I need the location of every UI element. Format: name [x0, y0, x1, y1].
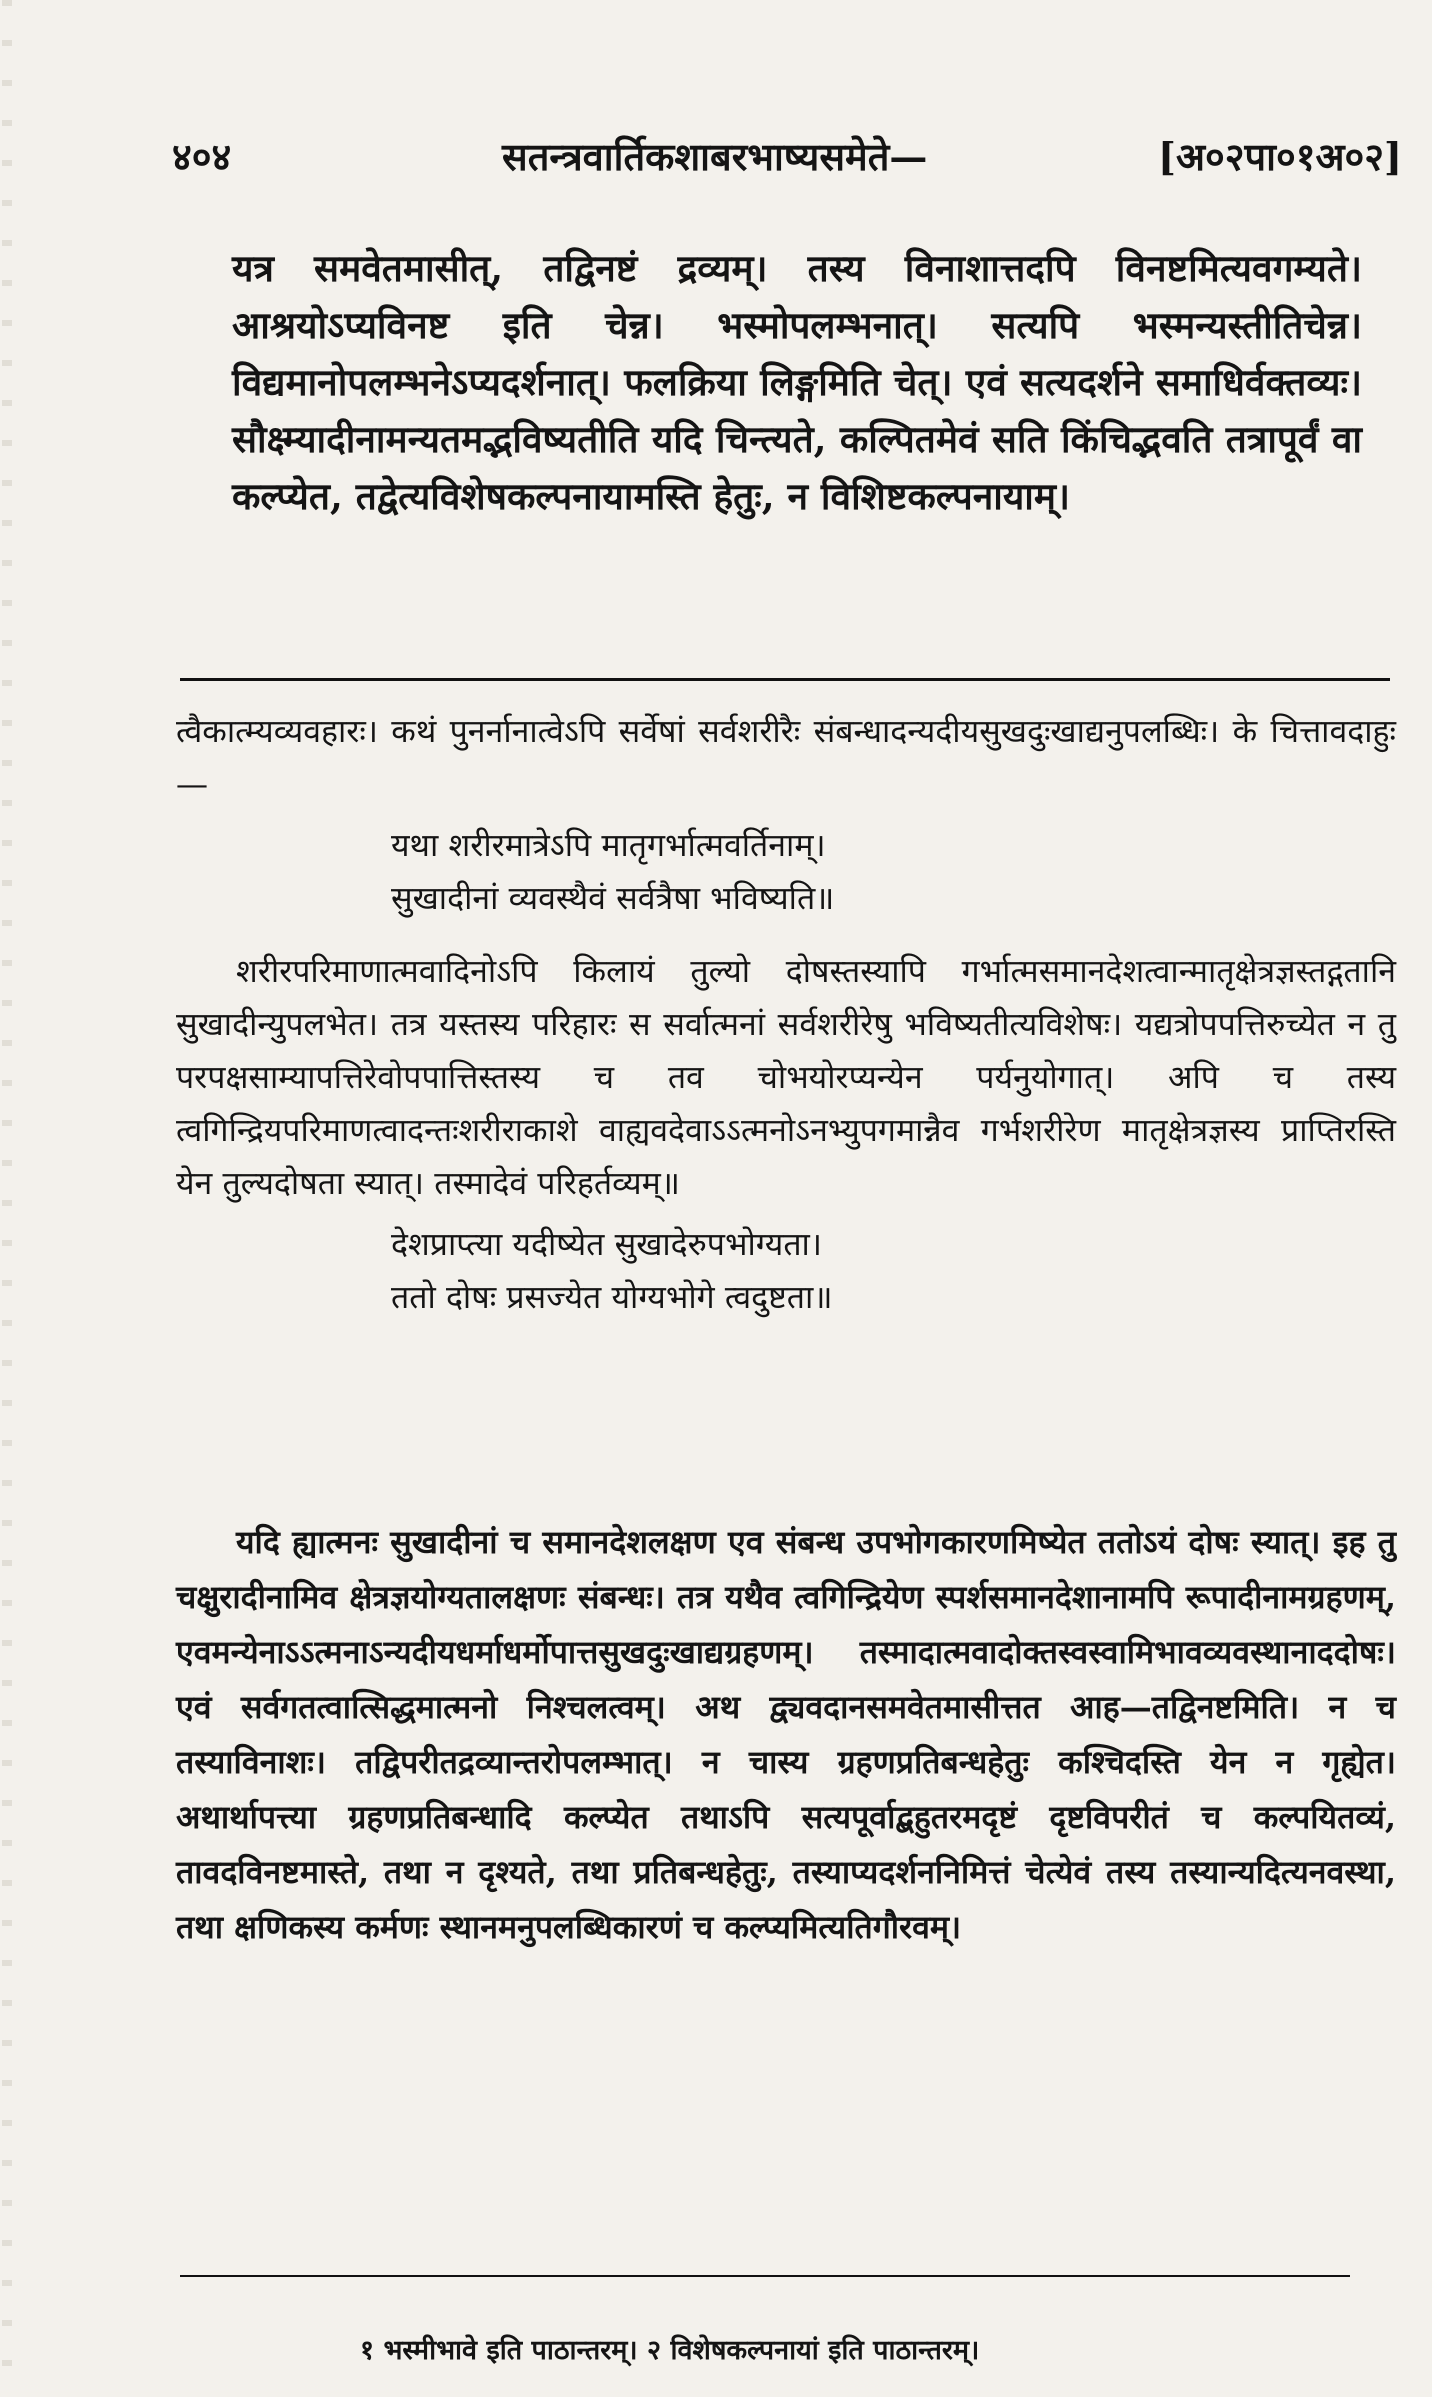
footnote-divider: [180, 2275, 1350, 2277]
running-title: सतन्त्रवार्तिकशाबरभाष्यसमेते—: [502, 134, 928, 179]
vartika-paragraph-1: त्वैकात्म्यव्यवहारः। कथं पुनर्नानात्वेऽपि सर्वेषां सर्वशरीरैः संबन्धादन्यदीयसुखदुःखाद्यनुपलब्धिः। के चित्तावदाहुः—: [176, 712, 1396, 803]
verse-line: यथा शरीरमात्रेऽपि मातृगर्भात्मवर्तिनाम्।: [391, 826, 826, 864]
footnote: १ भस्मीभावे इति पाठान्तरम्। २ विशेषकल्पनायां इति पाठान्तरम्।: [360, 2335, 980, 2366]
vartika-paragraph-2: शरीरपरिमाणात्मवादिनोऽपि किलायं तुल्यो दोषस्तस्यापि गर्भात्मसमानदेशत्वान्मातृक्षेत्रज्ञस्तद्गतानि सुखादीन्युपलभेत। तत्र यस्तस्य परिहारः स सर्वात्मनां सर्वशरीरेषु भविष्यतीत्यविशेषः। यद्यत्रोपपत्तिरुच्येत न तु परपक्षसाम्यापत्तिरेवोपपात्तिस्तस्य च तव चोभयोरप्यन्येन पर्यनुयोगात्। अपि च तस्य त्वगिन्द्रियपरिमाणत्वादन्तःशरीराकाशे वाह्यवदेवाऽऽत्मनोऽनभ्युपगमान्नैव गर्भशरीरेण मातृक्षेत्रज्ञस्य प्राप्तिरस्ति येन तुल्यदोषता स्यात्। तस्मादेवं परिहर्तव्यम्॥: [176, 952, 1396, 1202]
vartika-commentary: [176, 705, 1396, 1344]
running-header: [172, 130, 1402, 190]
verse-block-1: [391, 819, 1396, 925]
vartika-paragraph-3: यदि ह्यात्मनः सुखादीनां च समानदेशलक्षण एव संबन्ध उपभोगकारणमिष्येत ततोऽयं दोषः स्यात्। इह तु चक्षुरादीनामिव क्षेत्रज्ञयोग्यतालक्षणः संबन्धः। तत्र यथैव त्वगिन्द्रियेण स्पर्शसमानदेशानामपि रूपादीनामग्रहणम्, एवमन्येनाऽऽत्मनाऽन्यदीयधर्माधर्मोपात्तसुखदुःखाद्यग्रहणम्। तस्मादात्मवादोक्तस्वस्वामिभावव्यवस्थानाददोषः। एवं सर्वगतत्वात्सिद्धमात्मनो निश्चलत्वम्। अथ द्व्यवदानसमवेतमासीत्तत आह—तद्विनष्टमिति। न च तस्याविनाशः। तद्विपरीतद्रव्यान्तरोपलम्भात्। न चास्य ग्रहणप्रतिबन्धहेतुः कश्चिदस्ति येन न गृह्येत। अथार्थापत्त्या ग्रहणप्रतिबन्धादि कल्प्येत तथाऽपि सत्यपूर्वाद्बहुतरमदृष्टं दृष्टविपरीतं च कल्पयितव्यं, तावदविनष्टमास्ते, तथा न दृश्यते, तथा प्रतिबन्धहेतुः, तस्याप्यदर्शननिमित्तं चेत्येवं तस्य तस्यान्यदित्यनवस्था, तथा क्षणिकस्य कर्मणः स्थानमनुपलब्धिकारणं च कल्प्यमित्यतिगौरवम्।: [176, 1523, 1396, 1946]
verse-block-2: [391, 1218, 1396, 1324]
bhashya-text-block: यत्र समवेतमासीत्, तद्विनष्टं द्रव्यम्। तस्य विनाशात्तदपि विनष्टमित्यवगम्यते। आश्रयोऽप्यविनष्ट इति चेन्न। भस्मोपलम्भनात्। सत्यपि भस्मन्यस्तीतिचेन्न। विद्यमानोपलम्भनेऽप्यदर्शनात्। फलक्रिया लिङ्गमिति चेत्। एवं सत्यदर्शने समाधिर्वक्तव्यः। सौक्ष्म्यादीनामन्यतमद्भविष्यतीति यदि चिन्त्यते, कल्पितमेवं सति किंचिद्भवति तत्रापूर्वं वा कल्प्येत, तद्वेत्यविशेषकल्पनायामस्ति हेतुः, न विशिष्टकल्पनायाम्।: [232, 246, 1362, 518]
vartika-commentary-continued: [176, 1515, 1396, 1955]
page-number: ४०४: [172, 134, 232, 179]
verse-line: सुखादीनां व्यवस्थैवं सर्वत्रैषा भविष्यति॥: [391, 879, 835, 917]
verse-line: देशप्राप्त्या यदीष्येत सुखादेरुपभोग्यता।: [391, 1225, 822, 1263]
section-reference: [अ०२पा०१अ०२]: [1157, 134, 1402, 179]
scan-margin-artifact: [2, 0, 12, 2397]
verse-line: ततो दोषः प्रसज्येत योग्यभोगे त्वदुष्टता॥: [391, 1278, 833, 1316]
section-divider: [180, 678, 1390, 681]
